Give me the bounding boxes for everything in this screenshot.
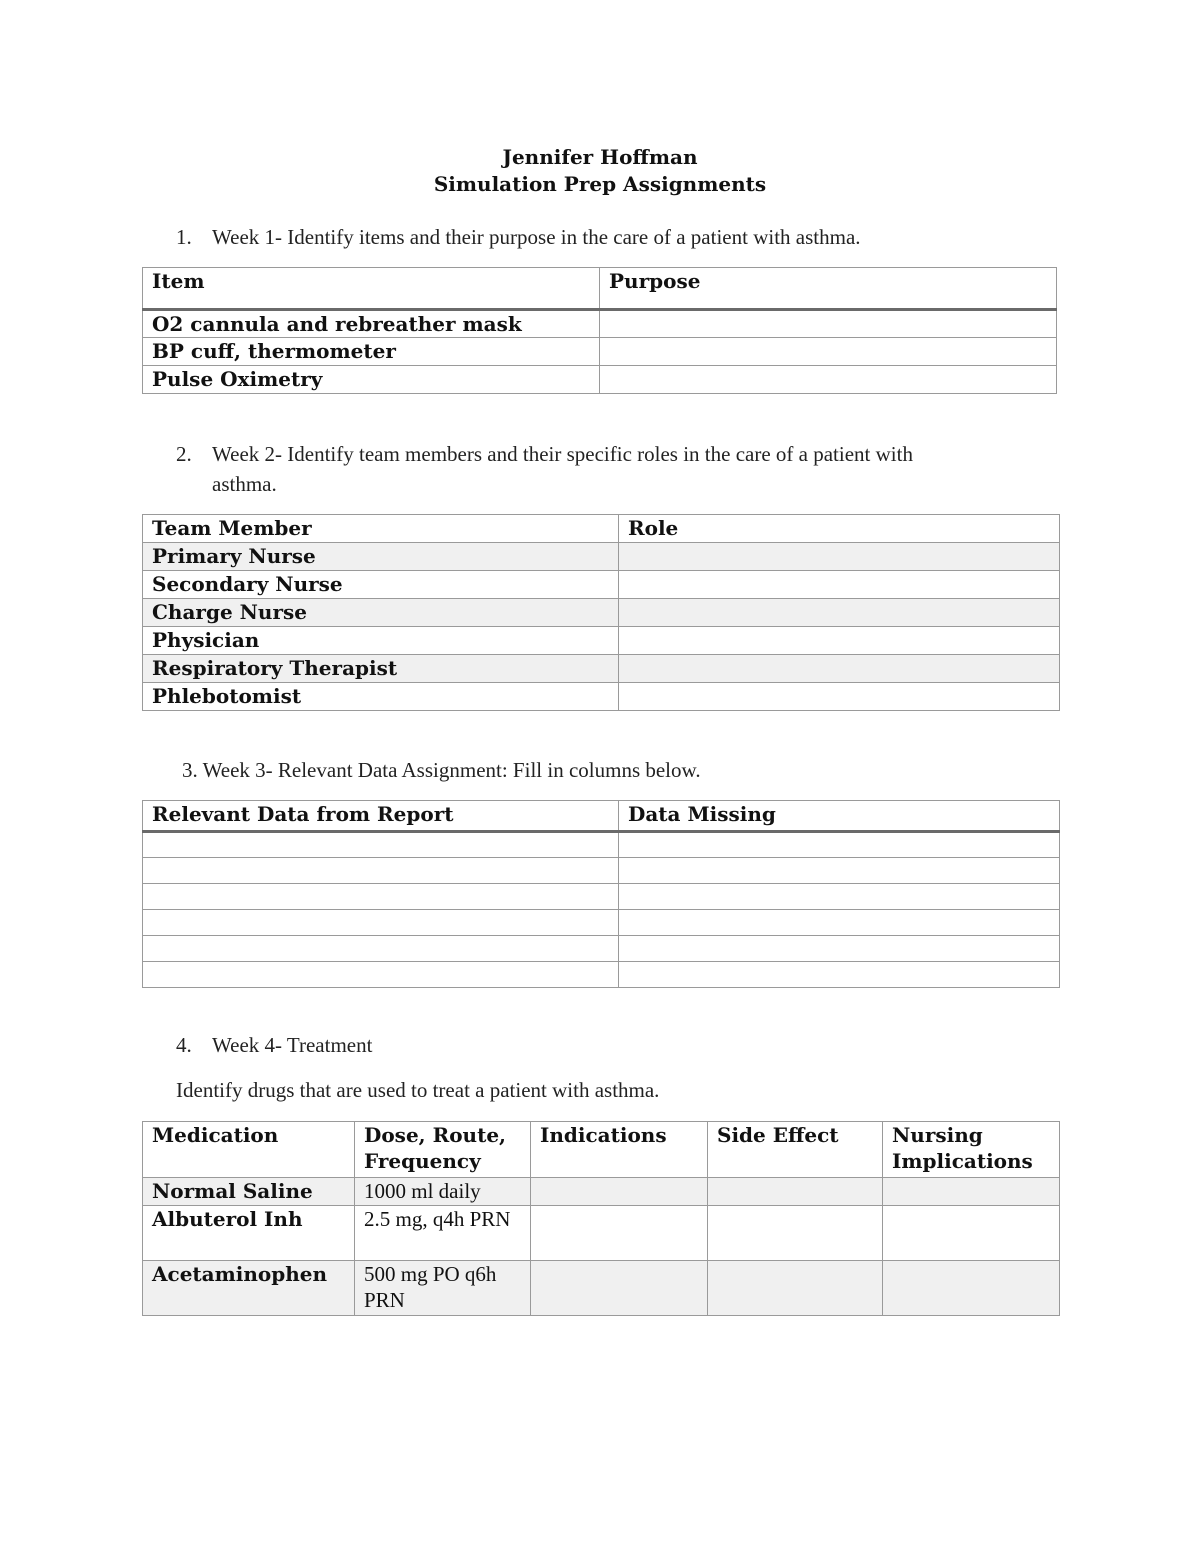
nursing-implications-cell[interactable] bbox=[883, 1178, 1060, 1206]
section4-heading bbox=[176, 1033, 372, 1058]
column-header: Data Missing bbox=[619, 801, 1060, 832]
relevant-data-cell[interactable] bbox=[143, 936, 619, 962]
purpose-cell[interactable] bbox=[600, 310, 1057, 338]
medication-table bbox=[142, 1121, 1060, 1316]
role-cell[interactable] bbox=[619, 571, 1060, 599]
table-row bbox=[143, 338, 1057, 366]
role-cell[interactable] bbox=[619, 627, 1060, 655]
table-row bbox=[143, 1206, 1060, 1261]
section2-text-line2: asthma. bbox=[212, 472, 277, 496]
section4-subtext: Identify drugs that are used to treat a patient with asthma. bbox=[176, 1078, 660, 1102]
column-header: Side Effect bbox=[708, 1122, 883, 1178]
table-row bbox=[143, 310, 1057, 338]
column-header: Item bbox=[143, 268, 600, 310]
table-row bbox=[143, 832, 1060, 858]
data-missing-cell[interactable] bbox=[619, 832, 1060, 858]
item-cell: BP cuff, thermometer bbox=[143, 338, 600, 366]
medication-cell: Normal Saline bbox=[143, 1178, 355, 1206]
section4-number: 4. bbox=[176, 1033, 192, 1057]
team-member-cell: Respiratory Therapist bbox=[143, 655, 619, 683]
data-missing-cell[interactable] bbox=[619, 910, 1060, 936]
team-member-cell: Physician bbox=[143, 627, 619, 655]
dose-cell: 500 mg PO q6h PRN bbox=[355, 1261, 531, 1316]
author-name: Jennifer Hoffman bbox=[502, 145, 698, 169]
side-effect-cell[interactable] bbox=[708, 1178, 883, 1206]
table-row bbox=[143, 1178, 1060, 1206]
item-cell: Pulse Oximetry bbox=[143, 366, 600, 394]
section3-heading: 3. Week 3- Relevant Data Assignment: Fill in columns below. bbox=[182, 758, 701, 782]
table-header-row bbox=[143, 1122, 1060, 1178]
column-header: Nursing Implications bbox=[883, 1122, 1060, 1178]
team-table bbox=[142, 514, 1060, 711]
column-header: Relevant Data from Report bbox=[143, 801, 619, 832]
role-cell[interactable] bbox=[619, 543, 1060, 571]
side-effect-cell[interactable] bbox=[708, 1261, 883, 1316]
column-header: Dose, Route, Frequency bbox=[355, 1122, 531, 1178]
table-row bbox=[143, 627, 1060, 655]
relevant-data-cell[interactable] bbox=[143, 832, 619, 858]
table-row bbox=[143, 655, 1060, 683]
indications-cell[interactable] bbox=[531, 1206, 708, 1261]
relevant-data-cell[interactable] bbox=[143, 884, 619, 910]
table-row bbox=[143, 543, 1060, 571]
table-header-row bbox=[143, 801, 1060, 832]
data-missing-cell[interactable] bbox=[619, 884, 1060, 910]
role-cell[interactable] bbox=[619, 599, 1060, 627]
table-row bbox=[143, 910, 1060, 936]
table-row bbox=[143, 683, 1060, 711]
column-header: Role bbox=[619, 515, 1060, 543]
data-missing-cell[interactable] bbox=[619, 936, 1060, 962]
relevant-data-cell[interactable] bbox=[143, 962, 619, 988]
dose-cell: 2.5 mg, q4h PRN bbox=[355, 1206, 531, 1261]
section2-text-line1: Week 2- Identify team members and their specific roles in the care of a patient with bbox=[212, 442, 913, 466]
column-header: Medication bbox=[143, 1122, 355, 1178]
table-row bbox=[143, 366, 1057, 394]
indications-cell[interactable] bbox=[531, 1261, 708, 1316]
nursing-implications-cell[interactable] bbox=[883, 1206, 1060, 1261]
table-row bbox=[143, 936, 1060, 962]
items-table bbox=[142, 267, 1057, 394]
table-row bbox=[143, 858, 1060, 884]
purpose-cell[interactable] bbox=[600, 366, 1057, 394]
team-member-cell: Primary Nurse bbox=[143, 543, 619, 571]
relevant-data-cell[interactable] bbox=[143, 858, 619, 884]
table-header-row bbox=[143, 515, 1060, 543]
table-row bbox=[143, 1261, 1060, 1316]
table-row bbox=[143, 599, 1060, 627]
purpose-cell[interactable] bbox=[600, 338, 1057, 366]
table-row bbox=[143, 884, 1060, 910]
section2-heading bbox=[176, 442, 913, 467]
table-row bbox=[143, 962, 1060, 988]
column-header: Indications bbox=[531, 1122, 708, 1178]
team-member-cell: Phlebotomist bbox=[143, 683, 619, 711]
data-missing-cell[interactable] bbox=[619, 962, 1060, 988]
section4-text: Week 4- Treatment bbox=[212, 1033, 373, 1057]
team-member-cell: Charge Nurse bbox=[143, 599, 619, 627]
team-member-cell: Secondary Nurse bbox=[143, 571, 619, 599]
dose-cell: 1000 ml daily bbox=[355, 1178, 531, 1206]
document-title: Simulation Prep Assignments bbox=[433, 172, 767, 196]
relevant-data-table bbox=[142, 800, 1060, 988]
table-row bbox=[143, 571, 1060, 599]
table-header-row bbox=[143, 268, 1057, 310]
indications-cell[interactable] bbox=[531, 1178, 708, 1206]
section1-heading bbox=[176, 225, 861, 250]
section1-text: Week 1- Identify items and their purpose in the care of a patient with asthma. bbox=[212, 225, 861, 249]
role-cell[interactable] bbox=[619, 683, 1060, 711]
section2-number: 2. bbox=[176, 442, 192, 466]
nursing-implications-cell[interactable] bbox=[883, 1261, 1060, 1316]
column-header: Team Member bbox=[143, 515, 619, 543]
role-cell[interactable] bbox=[619, 655, 1060, 683]
medication-cell: Albuterol Inh bbox=[143, 1206, 355, 1261]
side-effect-cell[interactable] bbox=[708, 1206, 883, 1261]
item-cell: O2 cannula and rebreather mask bbox=[143, 310, 600, 338]
data-missing-cell[interactable] bbox=[619, 858, 1060, 884]
relevant-data-cell[interactable] bbox=[143, 910, 619, 936]
section1-number: 1. bbox=[176, 225, 192, 249]
medication-cell: Acetaminophen bbox=[143, 1261, 355, 1316]
column-header: Purpose bbox=[600, 268, 1057, 310]
